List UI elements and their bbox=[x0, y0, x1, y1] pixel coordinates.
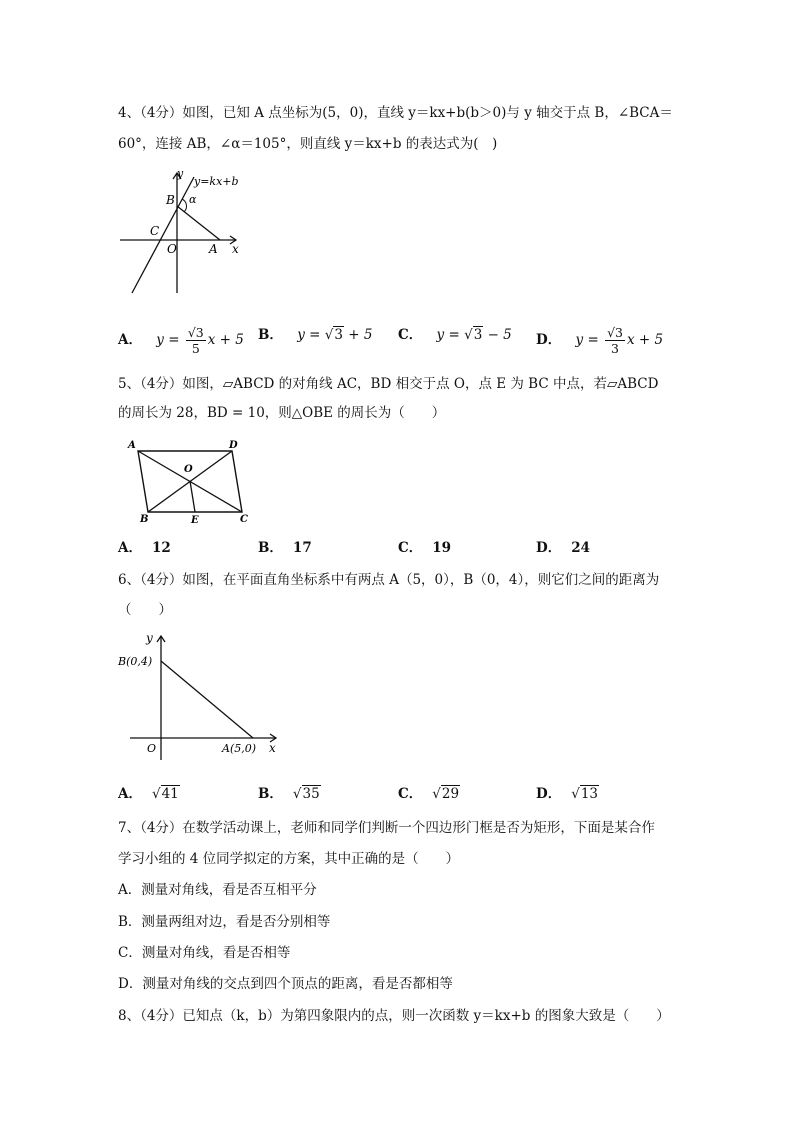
q4-fig-y-label: y bbox=[177, 167, 184, 180]
q6-option-c[interactable]: C． √29 bbox=[398, 786, 460, 802]
q4-fig-C-label: C bbox=[150, 224, 160, 238]
q5-option-b[interactable]: B． 17 bbox=[258, 540, 312, 556]
q6-figure bbox=[118, 628, 288, 763]
q5-option-c[interactable]: C． 19 bbox=[398, 540, 452, 556]
q5-figure bbox=[118, 434, 258, 529]
q5-fig-C-label: C bbox=[240, 514, 248, 525]
q5-option-a[interactable]: A． 12 bbox=[118, 540, 171, 556]
q6-fig-B-label: B(0,4) bbox=[118, 655, 153, 668]
q4-fig-line-label: y=kx+b bbox=[194, 175, 239, 188]
q5-fig-A-label: A bbox=[128, 440, 136, 451]
q7-stem-line1: 7、（4分）在数学活动课上，老师和同学们判断一个四边形门框是否为矩形，下面是某合作 bbox=[118, 820, 655, 836]
q5-fig-E-label: E bbox=[191, 515, 199, 526]
q5-stem-line2: 的周长为 28，BD = 10，则△OBE 的周长为（ ） bbox=[118, 405, 446, 421]
q6-option-a[interactable]: A． √41 bbox=[118, 786, 179, 802]
q4-option-d[interactable]: D． y = $\frac{√3}{3}$ x + 5 bbox=[536, 325, 664, 356]
q4-fig-x-label: x bbox=[232, 242, 239, 256]
q4-fig-alpha-label: α bbox=[189, 193, 197, 206]
q4-figure bbox=[118, 163, 253, 298]
q6-option-b[interactable]: B． √35 bbox=[258, 786, 320, 802]
q7-option-a[interactable]: A．测量对角线，看是否互相平分 bbox=[118, 882, 317, 898]
q4-option-a[interactable]: A． y = $\frac{√3}{5}$ x + 5 bbox=[118, 325, 244, 356]
q6-option-d[interactable]: D． √13 bbox=[536, 786, 599, 802]
q4-option-b[interactable]: B． y = √3 + 5 bbox=[258, 327, 373, 343]
q6-stem-line1: 6、（4分）如图，在平面直角坐标系中有两点 A（5，0），B（0，4），则它们之间的距离为 bbox=[118, 572, 660, 588]
q8-stem-line1: 8、（4分）已知点（k，b）为第四象限内的点，则一次函数 y＝kx+b 的图象大致是（ ） bbox=[118, 1008, 670, 1024]
q6-fig-y-label: y bbox=[146, 631, 153, 645]
q4-fig-B-label: B bbox=[166, 193, 175, 207]
q7-option-c[interactable]: C．测量对角线，看是否相等 bbox=[118, 945, 291, 961]
q5-stem-line1: 5、（4分）如图，▱ABCD 的对角线 AC，BD 相交于点 O，点 E 为 BC 中点，若▱ABCD bbox=[118, 376, 659, 392]
q4-stem-line1: 4、（4分）如图，已知 A 点坐标为(5，0)，直线 y＝kx+b(b＞0)与 y 轴交于点 B，∠BCA＝ bbox=[118, 105, 673, 121]
q7-option-b[interactable]: B．测量两组对边，看是否分别相等 bbox=[118, 914, 331, 930]
q6-stem-line2: （ ） bbox=[118, 602, 172, 618]
q4-fig-A-label: A bbox=[209, 242, 218, 256]
q7-stem-line2: 学习小组的 4 位同学拟定的方案，其中正确的是（ ） bbox=[118, 851, 460, 867]
q4-stem-line2: 60°，连接 AB，∠α＝105°，则直线 y＝kx+b 的表达式为( ) bbox=[118, 136, 498, 152]
q4-option-c[interactable]: C． y = √3 − 5 bbox=[398, 327, 512, 343]
q5-fig-B-label: B bbox=[140, 514, 149, 525]
q5-fig-D-label: D bbox=[229, 440, 238, 451]
q5-option-d[interactable]: D． 24 bbox=[536, 540, 591, 556]
q5-fig-O-label: O bbox=[184, 464, 193, 475]
q6-fig-O-label: O bbox=[147, 742, 157, 755]
q7-option-d[interactable]: D．测量对角线的交点到四个顶点的距离，看是否都相等 bbox=[118, 976, 453, 992]
q6-fig-x-label: x bbox=[269, 741, 276, 755]
q6-fig-A-label: A(5,0) bbox=[222, 742, 257, 755]
q4-fig-O-label: O bbox=[167, 242, 177, 256]
